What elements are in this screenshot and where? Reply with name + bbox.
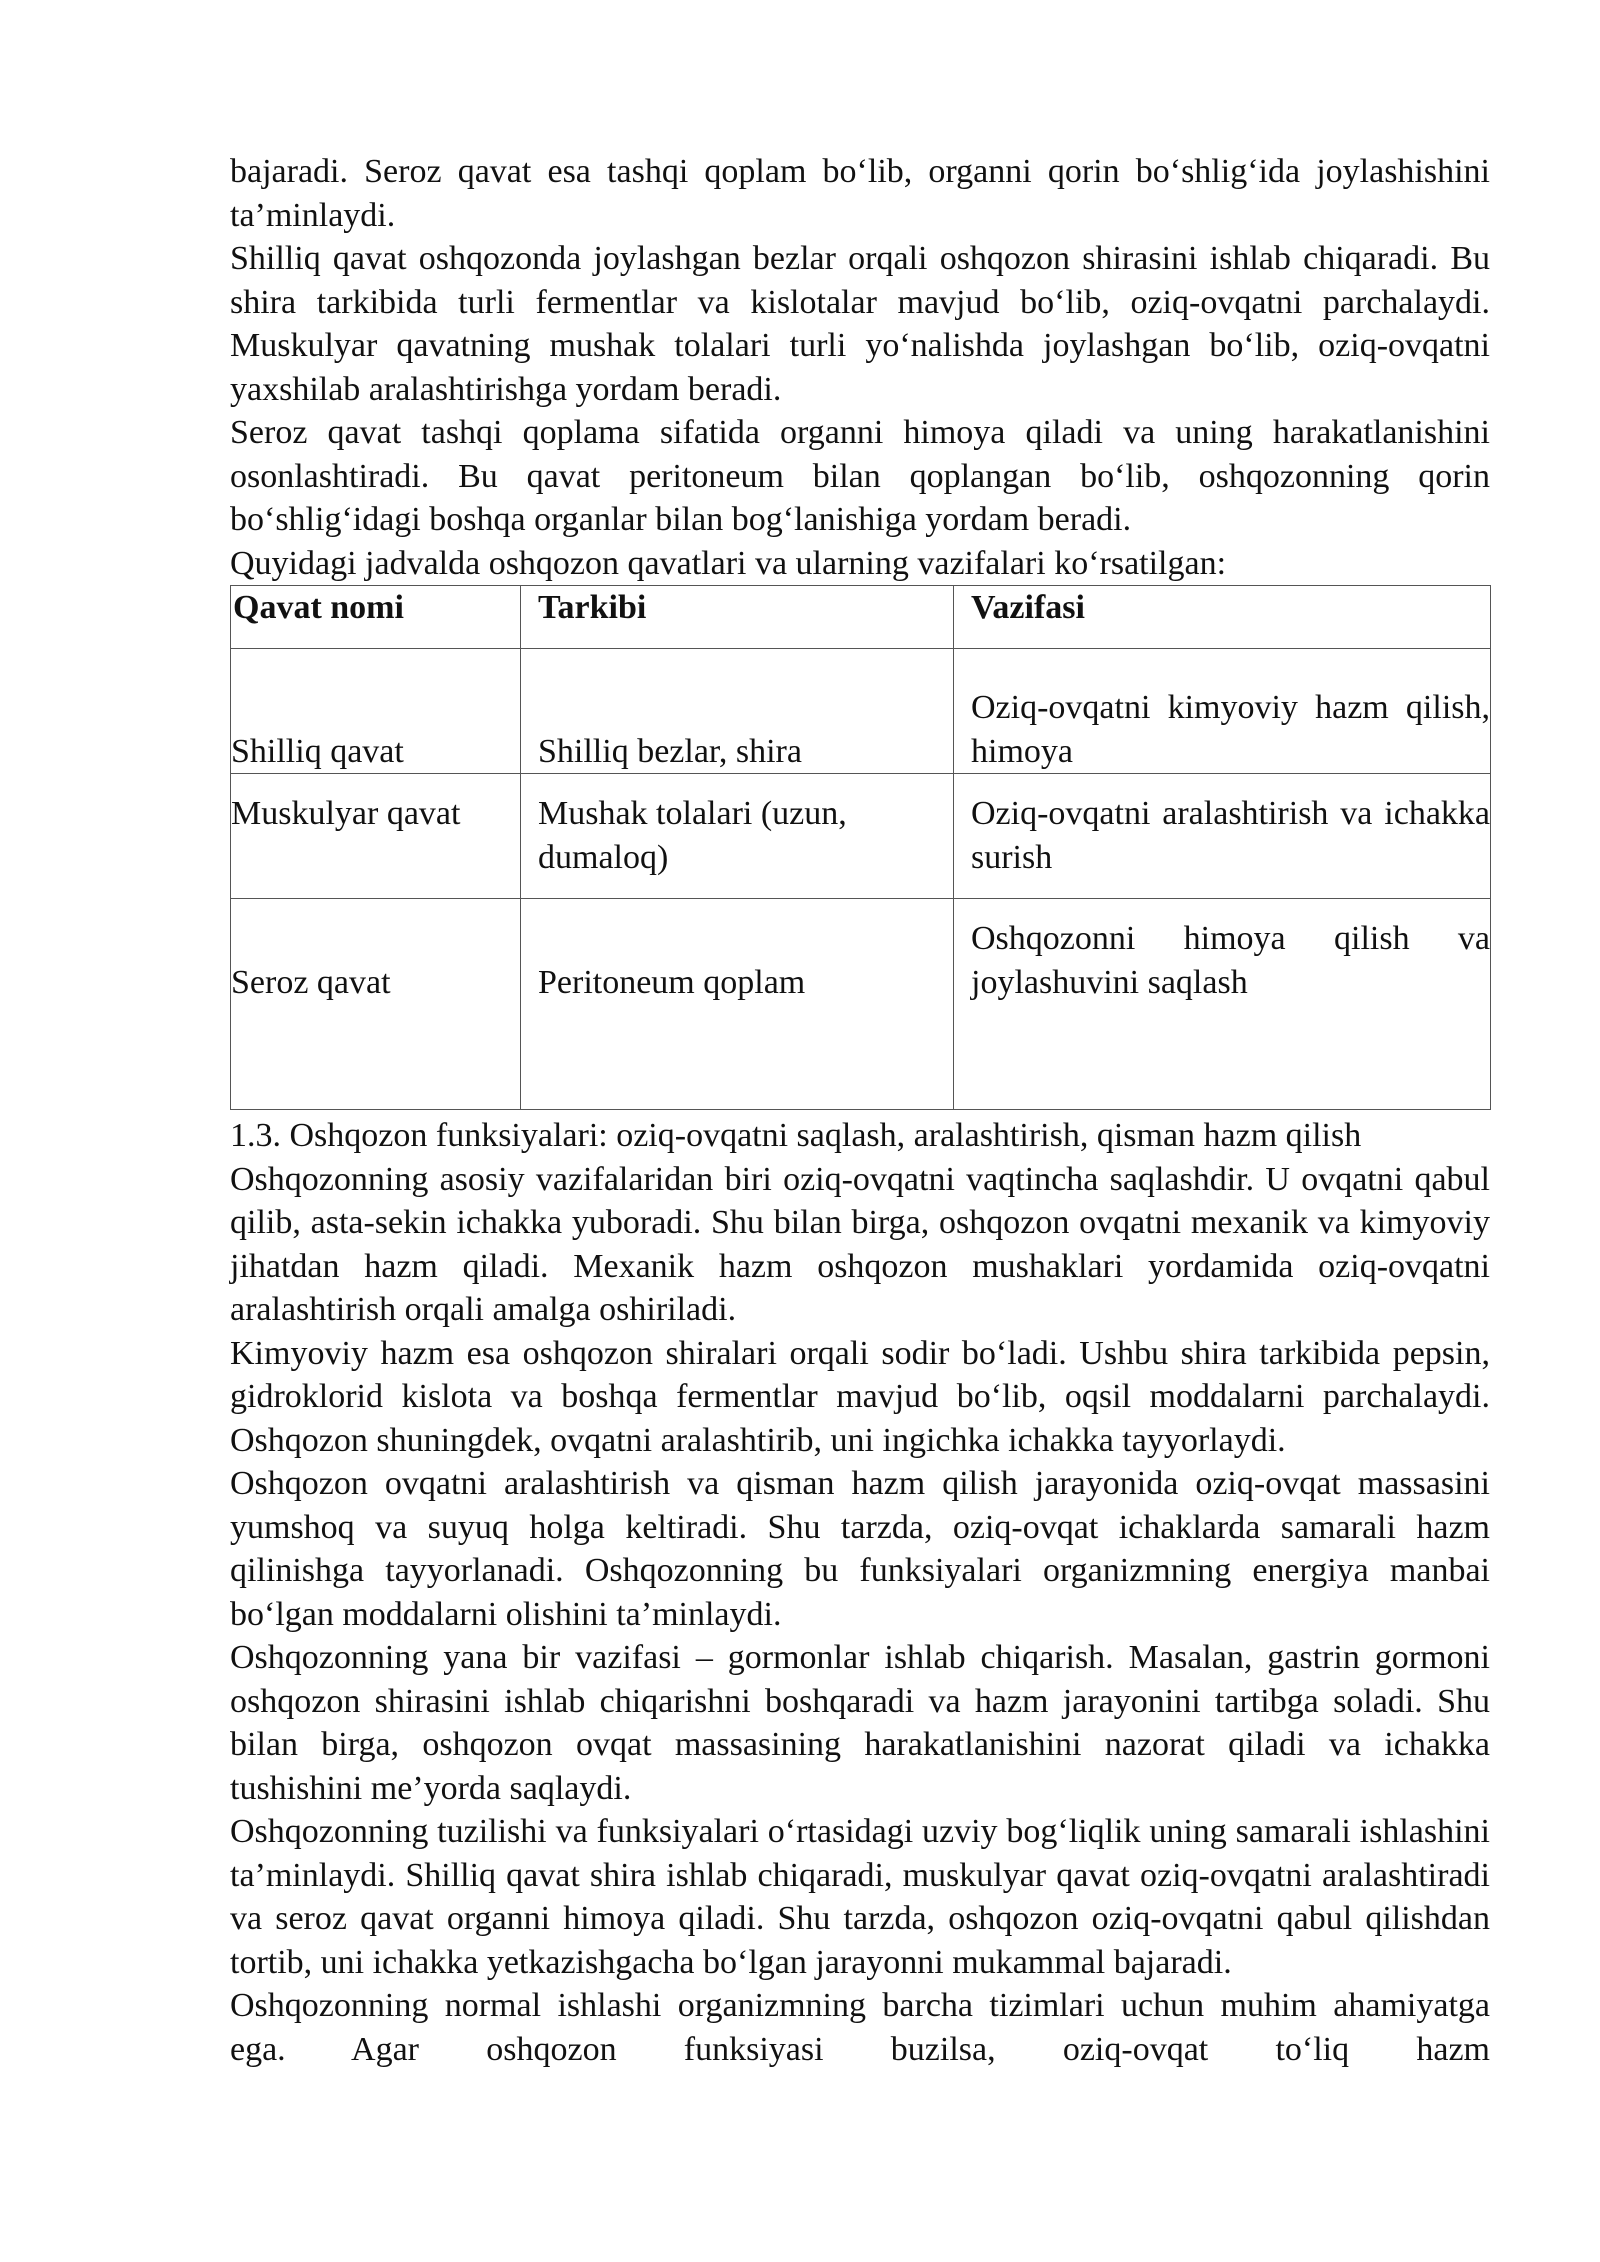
paragraph: Oshqozonning tuzilishi va funksiyalari o‘rtasidagi uzviy bog‘liqlik uning samarali ishlashini ta’minlaydi. Shilliq qavat shira ishlab chiqaradi, muskulyar qavat oziq-ovqatni aralashtiradi va seroz qavat organni himoya qiladi. Shu tarzda, oshqozon oziq-ovqatni qabul qilishdan tortib, uni ichakka yetkazishgacha bo‘lgan jarayonni mukammal bajaradi.: [230, 1813, 1490, 1981]
paragraph: Oshqozonning asosiy vazifalaridan biri oziq-ovqatni vaqtincha saqlashdir. U ovqatni qabul qilib, asta-sekin ichakka yuboradi. Shu bilan birga, oshqozon ovqatni mexanik va kimyoviy jihatdan hazm qiladi. Mexanik hazm oshqozon mushaklari yordamida oziq-ovqatni aralashtirish orqali amalga oshiriladi.: [230, 1160, 1490, 1328]
table-caption: Quyidagi jadvalda oshqozon qavatlari va ularning vazifalari ko‘rsatilgan:: [230, 544, 1227, 582]
paragraph: Oshqozon ovqatni aralashtirish va qisman hazm qilish jarayonida oziq-ovqat massasini yumshoq va suyuq holga keltiradi. Shu tarzda, oziq-ovqat ichaklarda samarali hazm qilinishga tayyorlanadi. Oshqozonning bu funksiyalari organizmning energiya manbai bo‘lgan moddalarni olishini ta’minlaydi.: [230, 1465, 1490, 1633]
document-page: [230, 150, 1490, 2071]
paragraph: Kimyoviy hazm esa oshqozon shiralari orqali sodir bo‘ladi. Ushbu shira tarkibida pepsin, gidroklorid kislota va boshqa fermentlar mavjud bo‘lib, oqsil moddalarni parchalaydi. Oshqozon shuningdek, ovqatni aralashtirib, uni ingichka ichakka tayyorlaydi.: [230, 1334, 1490, 1459]
table-cell: Mushak tolalari (uzun, dumaloq): [521, 774, 954, 899]
paragraph: Seroz qavat tashqi qoplama sifatida organni himoya qiladi va uning harakatlanishini osonlashtiradi. Bu qavat peritoneum bilan qoplangan bo‘lib, oshqozonning qorin bo‘shlig‘idagi boshqa organlar bilan bog‘lanishiga yordam beradi.: [230, 414, 1490, 538]
stomach-layers-table: [230, 585, 1491, 1110]
table-header-cell: Qavat nomi: [231, 586, 521, 649]
table-cell: Muskulyar qavat: [231, 774, 521, 899]
table-cell: Peritoneum qoplam: [521, 899, 954, 1110]
section-heading: 1.3. Oshqozon funksiyalari: oziq-ovqatni saqlash, aralashtirish, qisman hazm qilish: [230, 1117, 1362, 1154]
table-row: [231, 774, 1491, 899]
table-cell: Shilliq bezlar, shira: [521, 649, 954, 774]
table-header-row: [231, 586, 1491, 649]
paragraph: Oshqozonning yana bir vazifasi – gormonlar ishlab chiqarish. Masalan, gastrin gormoni oshqozon shirasini ishlab chiqarishni boshqaradi va hazm jarayonini tartibga soladi. Shu bilan birga, oshqozon ovqat massasining harakatlanishini nazorat qiladi va ichakka tushishini me’yorda saqlaydi.: [230, 1639, 1490, 1807]
table-cell: Oshqozonni himoya qilish va joylashuvini saqlash: [954, 899, 1491, 1110]
paragraph: Shilliq qavat oshqozonda joylashgan bezlar orqali oshqozon shirasini ishlab chiqaradi. Bu shira tarkibida turli fermentlar va kislotalar mavjud bo‘lib, oziq-ovqatni parchalaydi. Muskulyar qavatning mushak tolalari turli yo‘nalishda joylashgan bo‘lib, oziq-ovqatni yaxshilab aralashtirishga yordam beradi.: [230, 240, 1490, 408]
table-row: [231, 899, 1491, 1110]
paragraph: Oshqozonning normal ishlashi organizmning barcha tizimlari uchun muhim ahamiyatga ega. Agar oshqozon funksiyasi buzilsa, oziq-ovqat to‘liq hazm: [230, 1987, 1490, 2068]
paragraph: bajaradi. Seroz qavat esa tashqi qoplam bo‘lib, organni qorin bo‘shlig‘ida joylashishini ta’minlaydi.: [230, 153, 1490, 234]
table-cell: Oziq-ovqatni kimyoviy hazm qilish, himoya: [954, 649, 1491, 774]
table-row: [231, 649, 1491, 774]
table-cell: Oziq-ovqatni aralashtirish va ichakka surish: [954, 774, 1491, 899]
table-header-cell: Vazifasi: [954, 586, 1491, 649]
table-header-cell: Tarkibi: [521, 586, 954, 649]
table-cell: Shilliq qavat: [231, 649, 521, 774]
table-cell: Seroz qavat: [231, 899, 521, 1110]
